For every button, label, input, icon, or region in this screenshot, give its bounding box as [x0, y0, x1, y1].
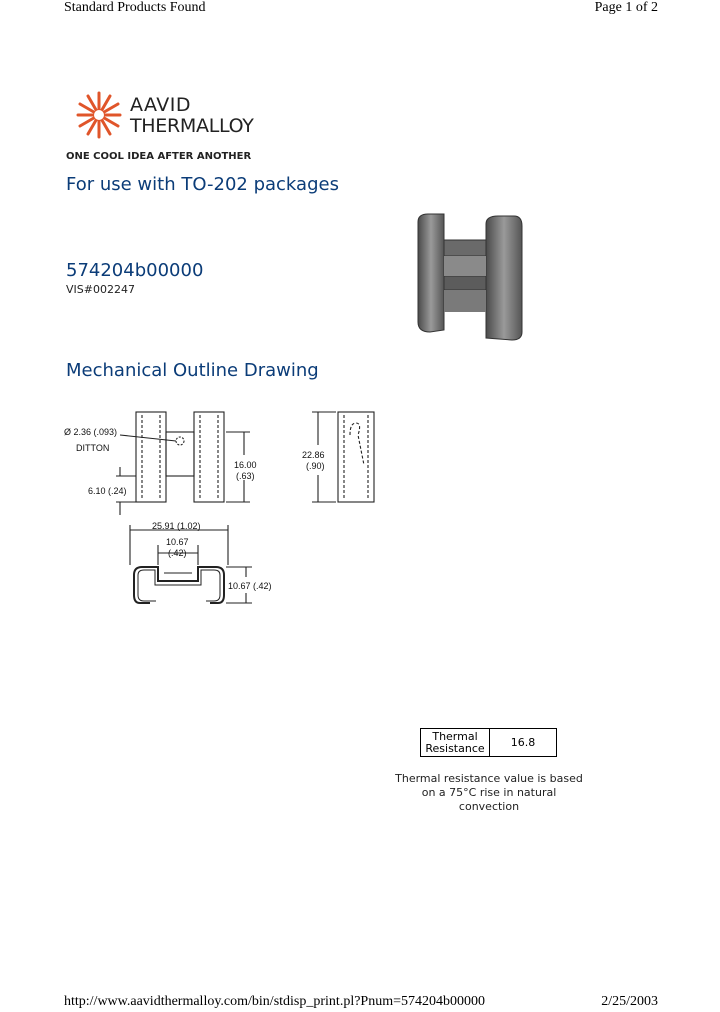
- vis-number: VIS#002247: [66, 283, 135, 296]
- logo-tagline: ONE COOL IDEA AFTER ANOTHER: [66, 151, 252, 162]
- thermal-resistance-label: [421, 729, 490, 757]
- height-dimension-inch-label: (.63): [236, 471, 255, 481]
- product-photo: [410, 212, 530, 342]
- logo-line-1: AAVID: [130, 94, 192, 116]
- thermal-note-line-3: convection: [458, 800, 520, 813]
- offset-dimension-label: 6.10 (.24): [88, 486, 127, 496]
- ditton-label: DITTON: [76, 443, 110, 453]
- inner-width-dimension-label: 10.67: [166, 537, 189, 547]
- mechanical-drawing: [60, 405, 390, 615]
- logo-line-2: THERMALLOY: [130, 115, 254, 137]
- page-header-title: Standard Products Found: [64, 0, 206, 15]
- footer-url[interactable]: http://www.aavidthermalloy.com/bin/stdisp_print.pl?Pnum=574204b00000: [64, 994, 485, 1009]
- thermal-resistance-value: 16.8: [490, 729, 557, 757]
- page-number: Page 1 of 2: [594, 0, 658, 15]
- thermal-label-line-1: Thermal: [432, 729, 478, 743]
- thermal-note: [380, 772, 598, 814]
- page-subtitle: For use with TO-202 packages: [66, 174, 339, 195]
- side-dimension-inch-label: (.90): [306, 461, 325, 471]
- hole-dimension-label: Ø 2.36 (.093): [64, 427, 118, 437]
- thermal-note-line-1: Thermal resistance value is based: [395, 772, 583, 785]
- thermal-note-line-2: on a 75°C rise in natural: [421, 786, 557, 799]
- width-dimension-label: 25.91 (1.02): [152, 521, 201, 531]
- section-title: Mechanical Outline Drawing: [66, 360, 319, 381]
- brand-logo: [66, 90, 266, 165]
- depth-dimension-label: 10.67 (.42): [228, 581, 272, 591]
- part-number: 574204b00000: [66, 260, 204, 281]
- sunburst-icon: [76, 90, 122, 140]
- inner-width-dimension-inch-label: (.42): [168, 548, 187, 558]
- footer-date: 2/25/2003: [601, 994, 658, 1009]
- thermal-label-line-2: Resistance: [425, 741, 485, 755]
- thermal-resistance-table: [420, 728, 557, 757]
- side-dimension-label: 22.86: [302, 450, 325, 460]
- height-dimension-label: 16.00: [234, 460, 257, 470]
